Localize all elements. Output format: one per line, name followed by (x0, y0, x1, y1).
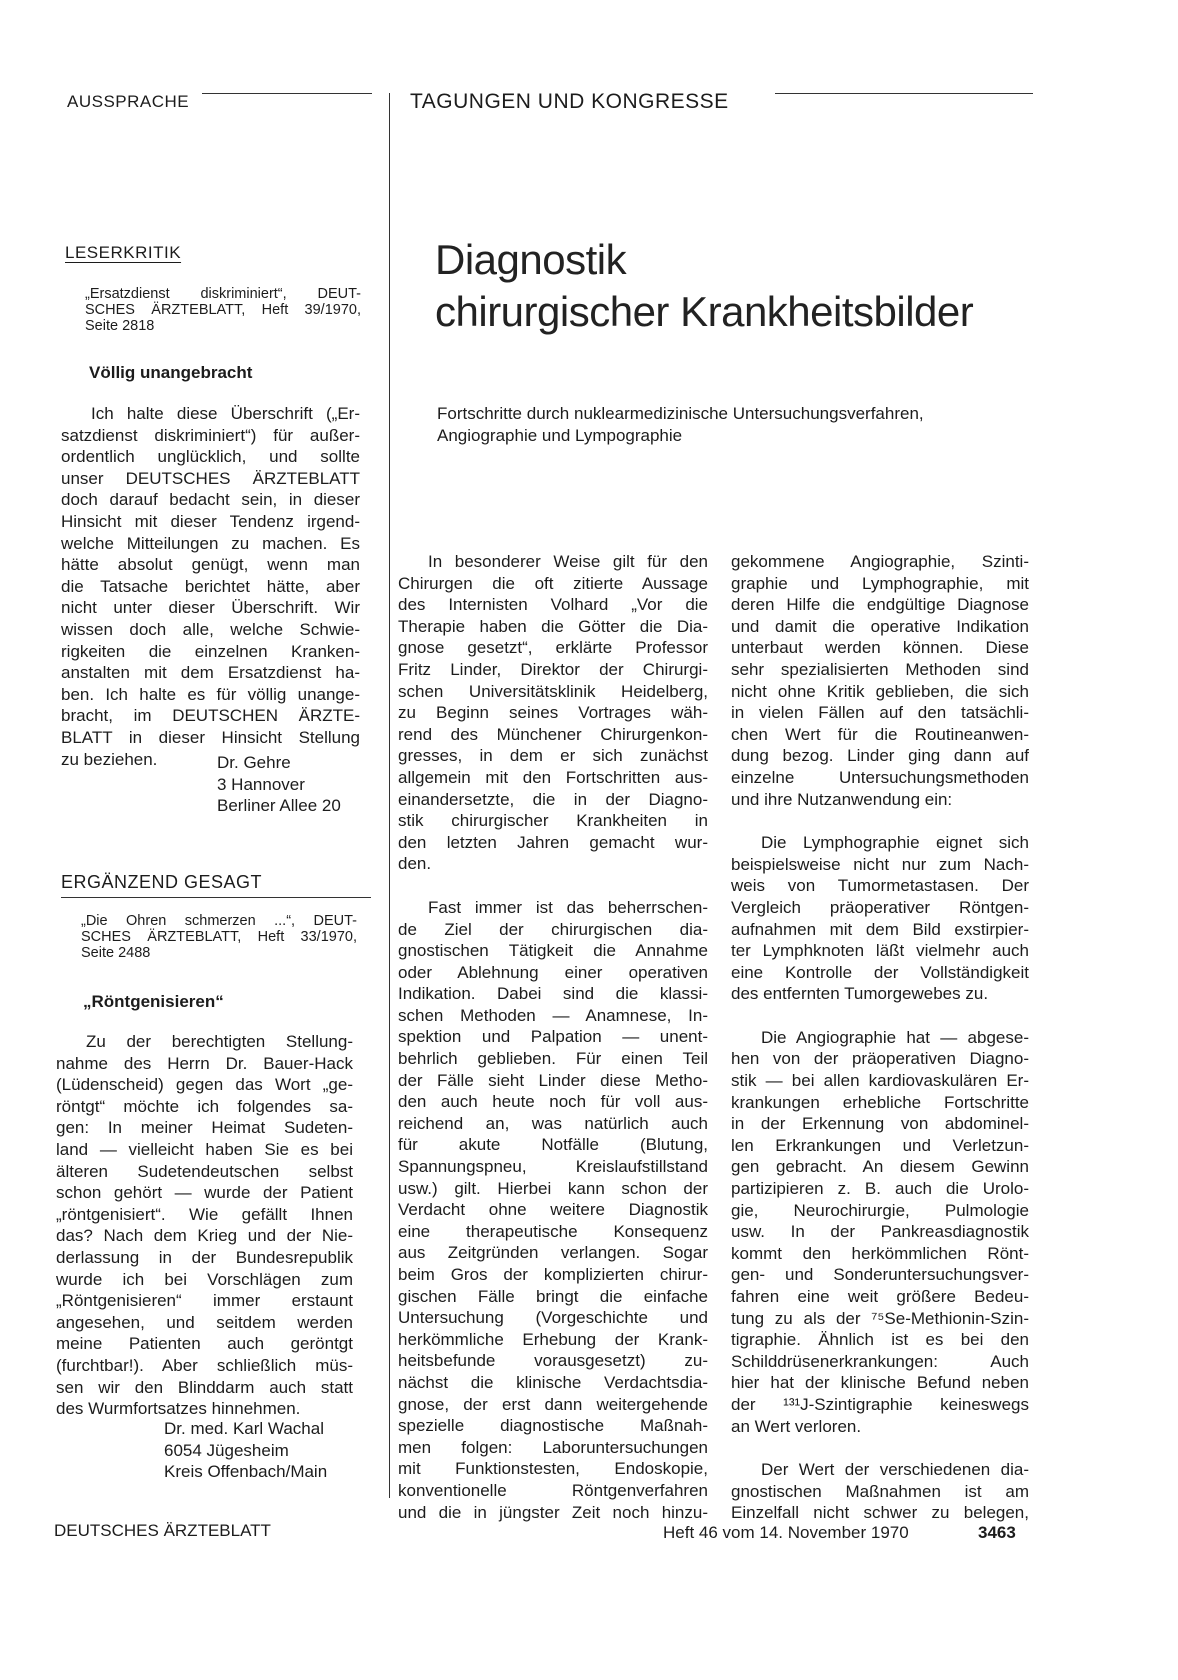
text-line: ben. Ich halte es für völlig unange- (61, 684, 360, 704)
text-line: Vergleich präoperativer Röntgen- (731, 897, 1029, 917)
text-line: hen von der präoperativen Diagno- (731, 1049, 1029, 1069)
text-line: Einzelfall nicht schwer zu belegen, (731, 1503, 1029, 1523)
text-line: ordentlich unglücklich, und sollte (61, 447, 360, 467)
text-line: gnose gesetzt“, erklärte Professor (398, 638, 708, 658)
text-line: gen- und Sonderuntersuchungsver- (731, 1265, 1029, 1285)
heading-leserkritik: LESERKRITIK (65, 243, 182, 262)
footer-page-number: 3463 (978, 1523, 1016, 1542)
text-line: unterbaut werden können. Diese (731, 638, 1029, 658)
text-line: reichend an, was natürlich auch (398, 1113, 708, 1133)
text-line: Die Angiographie hat — abgese- (761, 1027, 1029, 1047)
text-line: ter Lymphknoten läßt vielmehr auch (731, 941, 1029, 961)
title-line: Diagnostik (435, 236, 627, 283)
text-line: beim Gros der komplizierten chirur- (398, 1265, 708, 1284)
text-line: stik chirurgischer Krankheiten in (398, 811, 708, 831)
text-line: Spannungspneu, Kreislaufstillstand (398, 1157, 708, 1177)
text-line: fahren eine weit größere Bedeu- (731, 1287, 1029, 1306)
text-line: nicht unter dieser Überschrift. Wir (61, 598, 360, 618)
text-line: men folgen: Laboruntersuchungen (398, 1437, 708, 1457)
header-rule-right (775, 93, 1033, 94)
text-line: gnostischen Tätigkeit die Annahme (398, 941, 708, 961)
text-line: behrlich geblieben. Für einen Teil (398, 1049, 708, 1069)
text-line: gnose, der erst dann weitergehende (398, 1394, 708, 1414)
text-line: allgemein mit den Fortschritten aus- (398, 767, 708, 787)
text-line: nicht ohne Kritik geblieben, die sich (731, 681, 1029, 701)
text-line: weis von Tumormetastasen. Der (731, 876, 1029, 896)
text-line: Chirurgen die oft zitierte Aussage (398, 573, 708, 593)
text-line: tigraphie. Ähnlich ist es bei den (731, 1330, 1029, 1350)
text-line: spezielle diagnostische Maßnah- (398, 1416, 708, 1436)
text-line: spektion und Palpation — unent- (398, 1027, 708, 1047)
heading-ergaenzend-gesagt: ERGÄNZEND GESAGT (61, 872, 263, 892)
text-line: und ihre Nutzanwendung ein: (731, 789, 953, 809)
reference-line: SCHES ÄRZTEBLATT, Heft 33/1970, (81, 929, 357, 945)
section-label-tagungen: TAGUNGEN UND KONGRESSE (410, 90, 729, 113)
text-line: (Lüdenscheid) gegen das Wort „ge- (56, 1075, 353, 1095)
text-line: Ich halte diese Überschrift („Er- (91, 404, 360, 423)
text-line: gen gebracht. An diesem Gewinn (731, 1157, 1029, 1177)
text-line: anstalten mit dem Ersatzdienst ha- (61, 663, 360, 683)
text-line: Schilddrüsenerkrankungen: Auch (731, 1351, 1029, 1371)
text-line: schen Methoden — Anamnese, In- (398, 1005, 708, 1025)
lead-line: Angiographie und Lympographie (437, 425, 683, 445)
text-line: usw.) gilt. Hierbei kann schon der (398, 1178, 708, 1198)
text-line: eine therapeutische Konsequenz (398, 1221, 708, 1241)
text-line: konventionelle Röntgenverfahren (398, 1480, 708, 1500)
text-line: des Internisten Volhard „Vor die (398, 595, 708, 615)
text-line: gie, Neurochirurgie, Pulmologie (731, 1200, 1029, 1220)
text-line: heitsbefunde vorausgesetzt) zu- (398, 1351, 708, 1371)
text-line: tung zu als der ⁷⁵Se-Methionin-Szin- (731, 1308, 1029, 1328)
text-line: Fast immer ist das beherrschen- (428, 897, 708, 917)
signature-line: Dr. med. Karl Wachal (164, 1419, 324, 1438)
text-line: Zu der berechtigten Stellung- (86, 1032, 353, 1051)
text-line: und damit die operative Indikation (731, 616, 1029, 636)
text-line: gen: In meiner Heimat Sudeten- (56, 1118, 353, 1138)
text-line: beispielsweise nicht nur zum Nach- (731, 854, 1029, 874)
text-line: der ¹³¹J-Szintigraphie keineswegs (731, 1394, 1029, 1414)
text-line: des entfernten Tumorgewebes zu. (731, 984, 989, 1004)
signature-line: Dr. Gehre (217, 753, 291, 772)
text-line: Indikation. Dabei sind die klassi- (398, 984, 708, 1004)
ergaenzend-reference (81, 913, 357, 961)
text-line: des Wurmfortsatzes hinnehmen. (56, 1399, 301, 1419)
text-line: in vielen Fällen auf den tatsächli- (731, 703, 1029, 723)
text-line: gnostischen Maßnahmen ist am (731, 1481, 1029, 1501)
text-line: Die Lymphographie eignet sich (761, 833, 1029, 853)
text-line: Der Wert der verschiedenen dia- (761, 1460, 1029, 1480)
text-line: eine Kontrolle der Vollständigkeit (731, 962, 1029, 982)
text-line: zu Beginn seines Vortrages wäh- (398, 703, 708, 723)
article-column-1 (398, 551, 708, 1523)
text-line: doch darauf bedacht sein, in dieser (61, 490, 360, 510)
text-line: usw. In der Pankreasdiagnostik (731, 1222, 1029, 1242)
text-line: zu beziehen. (61, 749, 158, 769)
text-line: schen Universitätsklinik Heidelberg, (398, 681, 708, 701)
text-line: „röntgenisiert“. Wie gefällt Ihnen (56, 1204, 353, 1224)
text-line: sehr spezialisierten Methoden sind (731, 659, 1029, 679)
text-line: hier hat der klinische Befund neben (731, 1373, 1029, 1393)
article-title (435, 234, 973, 338)
text-line: wurde ich bei Vorschlägen zum (56, 1269, 353, 1289)
text-line: Verdacht ohne weitere Diagnostik (398, 1200, 708, 1220)
section-label-aussprache: AUSSPRACHE (67, 92, 190, 111)
footer-issue: Heft 46 vom 14. November 1970 (663, 1523, 909, 1542)
subhead-voellig-unangebracht: Völlig unangebracht (89, 363, 253, 382)
text-line: nächst die klinische Verdachtsdia- (398, 1372, 708, 1392)
signature-line: Berliner Allee 20 (217, 796, 341, 816)
text-line: len Erkrankungen und Verletzun- (731, 1135, 1029, 1155)
text-line: In besonderer Weise gilt für den (428, 552, 708, 571)
heading-rule-ergaenzend (61, 897, 371, 898)
text-line: wissen doch alle, welche Schwie- (61, 619, 360, 639)
text-line: gekommene Angiographie, Szinti- (731, 552, 1029, 571)
paragraph-gap (398, 875, 708, 897)
text-line: kommt den herkömmlichen Rönt- (731, 1243, 1029, 1263)
text-line: oder Ablehnung einer operativen (398, 962, 708, 982)
text-line: aus Zeitgründen verlangen. Sogar (398, 1243, 708, 1263)
signature-gehre (217, 752, 341, 817)
text-line: und die in jüngster Zeit noch hinzu- (398, 1502, 708, 1522)
text-line: deren Hilfe die endgültige Diagnose (731, 595, 1029, 615)
text-line: den. (398, 854, 432, 874)
text-line: das? Nach dem Krieg und der Nie- (56, 1226, 353, 1246)
article-lead (437, 403, 924, 446)
text-line: meine Patienten auch geröntgt (56, 1334, 353, 1354)
text-line: bracht, im DEUTSCHEN ÄRZTE- (61, 706, 360, 726)
text-line: den letzten Jahren gemacht wur- (398, 832, 708, 852)
reference-line: SCHES ÄRZTEBLATT, Heft 39/1970, (85, 302, 361, 318)
reference-line: „Ersatzdienst diskriminiert“, DEUT- (85, 286, 361, 302)
text-line: partizipieren z. B. auch die Urolo- (731, 1179, 1029, 1199)
footer-journal: DEUTSCHES ÄRZTEBLATT (54, 1521, 271, 1540)
text-line: sen wir den Blinddarm auch statt (56, 1377, 353, 1397)
text-line: mit Funktionstesten, Endoskopie, (398, 1459, 708, 1479)
paragraph-gap (731, 810, 1029, 832)
text-line: Hinsicht mit dieser Tendenz irgend- (61, 511, 360, 531)
ergaenzend-body (56, 1031, 353, 1420)
text-line: die Tatsache berichtet hätte, aber (61, 576, 360, 596)
text-line: den auch heute noch für voll aus- (398, 1092, 708, 1112)
text-line: rend des Münchener Chirurgenkon- (398, 724, 708, 744)
header-rule-left (202, 93, 372, 94)
text-line: in der Erkennung von abdominel- (731, 1114, 1029, 1134)
text-line: chen Wert für die Routineanwen- (731, 724, 1029, 744)
text-line: einzelne Untersuchungsmethoden (731, 767, 1029, 787)
signature-line: 6054 Jügesheim (164, 1440, 289, 1460)
text-line: de Ziel der chirurgischen dia- (398, 919, 708, 939)
text-line: krankungen erhebliche Fortschritte (731, 1092, 1029, 1112)
reference-line: Seite 2488 (81, 945, 151, 961)
title-line: chirurgischer Krankheitsbilder (435, 288, 974, 335)
text-line: an Wert verloren. (731, 1416, 862, 1436)
text-line: Therapie haben die Götter die Dia- (398, 616, 708, 636)
column-divider (389, 93, 390, 1498)
text-line: hätte absolut genügt, wenn man (61, 555, 360, 575)
text-line: welche Mitteilungen zu machen. Es (61, 533, 360, 553)
text-line: derlassung in der Bundesrepublik (56, 1247, 353, 1267)
reference-line: „Die Ohren schmerzen ...“, DEUT- (81, 913, 357, 929)
signature-line: 3 Hannover (217, 774, 305, 794)
text-line: für akute Notfälle (Blutung, (398, 1135, 708, 1155)
paragraph-gap (731, 1005, 1029, 1027)
text-line: stik — bei allen kardiovaskulären Er- (731, 1071, 1029, 1091)
text-line: Untersuchung (Vorgeschichte und (398, 1308, 708, 1328)
reference-line: Seite 2818 (85, 318, 155, 334)
lead-line: Fortschritte durch nuklearmedizinische Untersuchungsverfahren, (437, 404, 924, 423)
text-line: (furchtbar!). Aber schließlich müs- (56, 1355, 353, 1375)
text-line: aufnahmen mit dem Bild exstirpier- (731, 919, 1029, 939)
signature-wachal (164, 1418, 327, 1483)
text-line: rigkeiten die einzelnen Kranken- (61, 641, 360, 661)
text-line: röntgt“ möchte ich folgendes sa- (56, 1096, 353, 1116)
text-line: herkömmliche Erhebung der Krank- (398, 1329, 708, 1349)
text-line: BLATT in dieser Hinsicht Stellung (61, 727, 360, 747)
text-line: dung bezog. Linder ging dann auf (731, 746, 1029, 766)
text-line: graphie und Lymphographie, mit (731, 573, 1029, 593)
text-line: nahme des Herrn Dr. Bauer-Hack (56, 1053, 353, 1073)
text-line: älteren Sudetendeutschen selbst (56, 1161, 353, 1181)
text-line: satzdienst diskriminiert“) für außer- (61, 425, 360, 445)
text-line: schon gehört — wurde der Patient (56, 1183, 353, 1203)
subhead-roentgenisieren: „Röntgenisieren“ (83, 992, 224, 1011)
text-line: „Röntgenisieren“ immer erstaunt (56, 1291, 353, 1311)
article-column-2 (731, 551, 1029, 1524)
leserkritik-body (61, 403, 360, 770)
text-line: land — vielleicht haben Sie es bei (56, 1139, 353, 1159)
text-line: angesehen, und seitdem werden (56, 1312, 353, 1332)
text-line: gischen Fälle bringt die einfache (398, 1286, 708, 1306)
leserkritik-reference (85, 286, 361, 334)
signature-line: Kreis Offenbach/Main (164, 1462, 328, 1482)
text-line: unser DEUTSCHES ÄRZTEBLATT (61, 468, 360, 488)
text-line: gresses, in dem er sich zunächst (398, 746, 708, 766)
text-line: Fritz Linder, Direktor der Chirurgi- (398, 659, 708, 679)
paragraph-gap (731, 1437, 1029, 1459)
text-line: einandersetzte, die in der Diagno- (398, 789, 708, 809)
text-line: der Fälle sieht Linder diese Metho- (398, 1070, 708, 1090)
